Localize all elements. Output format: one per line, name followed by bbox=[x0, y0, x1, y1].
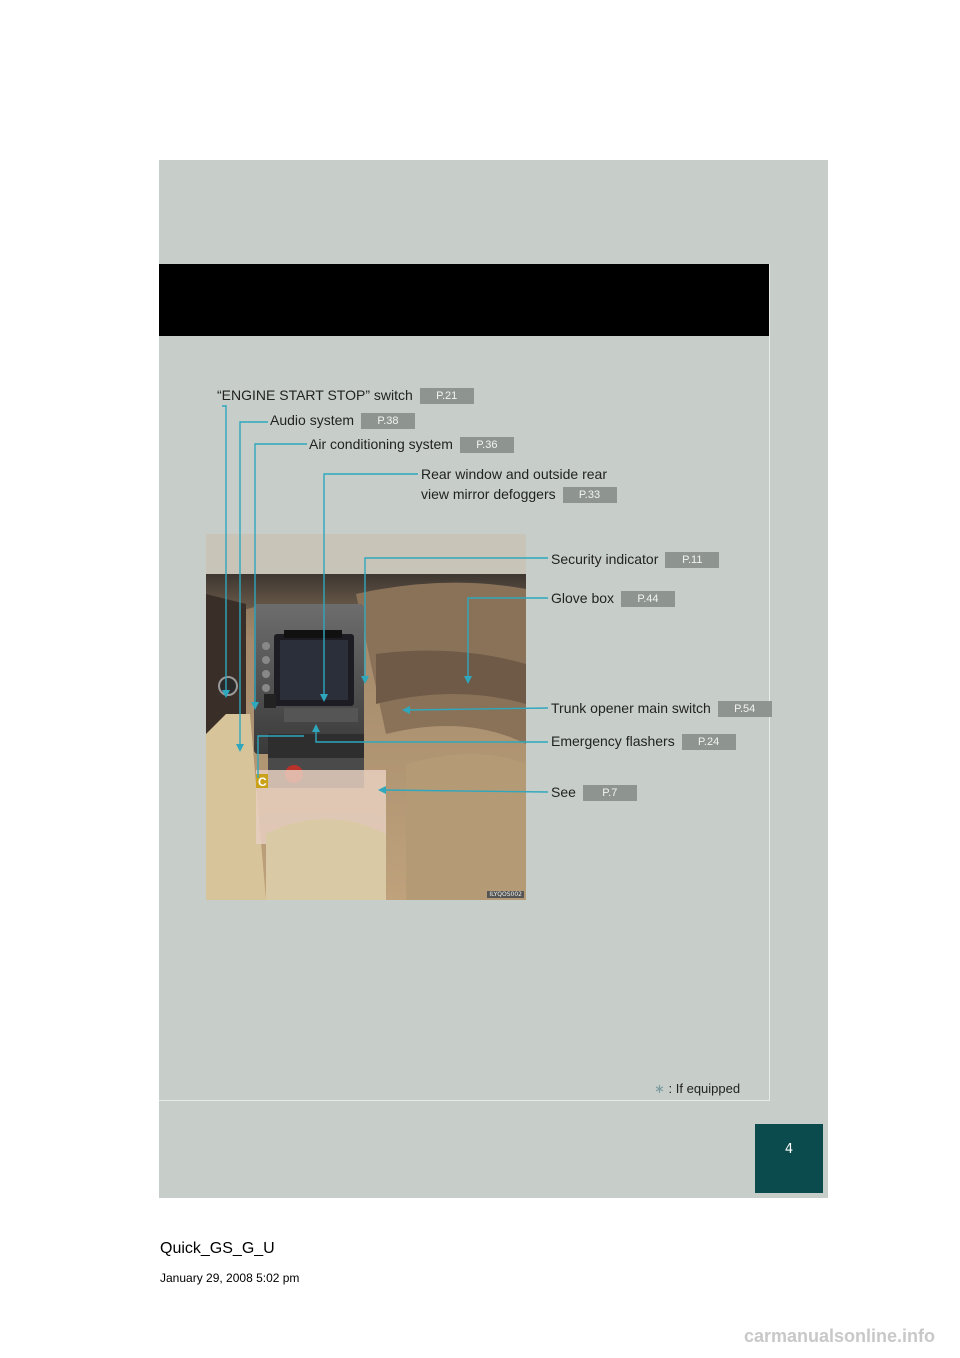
header-bar bbox=[159, 264, 769, 336]
security-label: Security indicator bbox=[551, 551, 659, 567]
glove-box-label: Glove box bbox=[551, 590, 615, 606]
photo-marker: C bbox=[258, 775, 267, 789]
defoggers-ref[interactable]: P.33 bbox=[563, 487, 617, 503]
dashboard-illustration bbox=[206, 534, 526, 900]
engine-switch-label: “ENGINE START STOP” switch bbox=[217, 387, 413, 403]
callout-defoggers bbox=[421, 466, 617, 503]
watermark: carmanualsonline.info bbox=[744, 1326, 936, 1346]
footer-date: January 29, 2008 5:02 pm bbox=[160, 1271, 300, 1285]
flashers-ref[interactable]: P.24 bbox=[682, 734, 736, 750]
photo-id: ILYQOS002 bbox=[489, 891, 522, 898]
star-icon: ∗ bbox=[654, 1081, 665, 1096]
if-equipped-text: : If equipped bbox=[668, 1081, 741, 1096]
callout-trunk bbox=[551, 700, 772, 717]
trunk-ref[interactable]: P.54 bbox=[718, 701, 772, 717]
callout-security bbox=[551, 551, 719, 568]
defoggers-label-line2: view mirror defoggers bbox=[421, 486, 556, 502]
audio-label: Audio system bbox=[270, 412, 355, 428]
if-equipped-legend bbox=[654, 1081, 740, 1097]
engine-switch-ref[interactable]: P.21 bbox=[420, 388, 474, 404]
page-number: 4 bbox=[784, 1142, 794, 1157]
callout-flashers bbox=[551, 733, 736, 750]
frame-divider-vertical bbox=[769, 264, 770, 1100]
see-label: See bbox=[551, 784, 576, 800]
flashers-label: Emergency flashers bbox=[551, 733, 675, 749]
dashboard-photo bbox=[206, 534, 526, 900]
footer-title: Quick_GS_G_U bbox=[160, 1240, 275, 1257]
audio-ref[interactable]: P.38 bbox=[361, 413, 415, 429]
glove-box-ref[interactable]: P.44 bbox=[621, 591, 675, 607]
callout-air-conditioning bbox=[309, 436, 514, 453]
air-conditioning-ref[interactable]: P.36 bbox=[460, 437, 514, 453]
callout-audio bbox=[270, 412, 415, 429]
see-ref[interactable]: P.7 bbox=[583, 785, 637, 801]
trunk-label: Trunk opener main switch bbox=[551, 700, 711, 716]
frame-divider-horizontal bbox=[159, 1100, 770, 1101]
callout-see bbox=[551, 784, 637, 801]
callout-glove-box bbox=[551, 590, 675, 607]
defoggers-label-line1: Rear window and outside rear bbox=[421, 466, 607, 482]
security-ref[interactable]: P.11 bbox=[665, 552, 719, 568]
callout-engine-switch bbox=[217, 387, 474, 404]
page-number-tab bbox=[755, 1124, 823, 1193]
air-conditioning-label: Air conditioning system bbox=[309, 436, 453, 452]
